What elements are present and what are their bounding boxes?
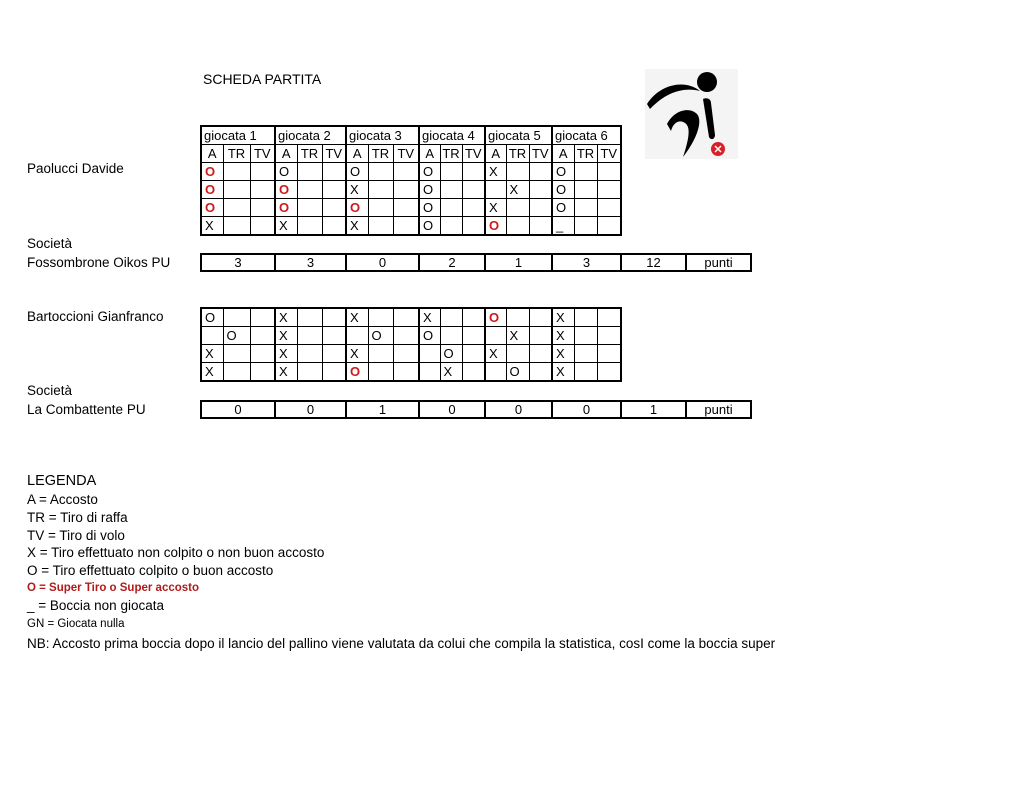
shot-row: [201, 363, 621, 382]
sub-column-header: TR: [223, 145, 250, 163]
shot-cell: [597, 327, 621, 345]
score-cell: 1: [346, 401, 419, 418]
column-group-header: giocata 2: [275, 126, 346, 145]
shot-mark: X: [350, 182, 359, 197]
shot-cell: [250, 163, 275, 181]
shot-cell: [201, 327, 223, 345]
super-mark: O: [205, 182, 216, 197]
shot-cell: [346, 181, 368, 199]
column-group-header: giocata 6: [552, 126, 621, 145]
shot-cell: [368, 345, 393, 363]
score-bar: [200, 400, 752, 419]
sub-column-header: TR: [368, 145, 393, 163]
shot-cell: [223, 163, 250, 181]
shot-cell: [368, 327, 393, 345]
shot-cell: [597, 363, 621, 382]
shot-cell: [574, 345, 597, 363]
shot-cell: [201, 345, 223, 363]
shot-cell: [440, 363, 462, 382]
shot-cell: [223, 363, 250, 382]
score-cell: 0: [346, 254, 419, 271]
sub-column-header: TV: [529, 145, 552, 163]
shot-mark: O: [443, 346, 454, 361]
column-group-header: giocata 3: [346, 126, 419, 145]
shot-cell: [393, 199, 419, 217]
shot-cell: [574, 217, 597, 236]
super-mark: O: [205, 164, 216, 179]
legend-note: NB: Accosto prima boccia dopo il lancio del pallino viene valutata da colui che compila la statistica, cosI come la boccia super: [27, 636, 776, 651]
column-group-header: giocata 1: [201, 126, 275, 145]
shot-mark: O: [279, 164, 290, 179]
shot-cell: [552, 345, 574, 363]
shot-mark: X: [509, 328, 519, 343]
score-cell: 0: [552, 401, 621, 418]
legend-heading: LEGENDA: [27, 473, 97, 489]
shot-cell: [393, 363, 419, 382]
shot-cell: [346, 199, 368, 217]
shot-cell: [419, 308, 440, 327]
shot-cell: [485, 327, 506, 345]
shot-cell: [440, 217, 462, 236]
shot-cell: [440, 345, 462, 363]
shot-cell: [250, 217, 275, 236]
legend-item: GN = Giocata nulla: [27, 618, 125, 630]
shot-cell: [275, 163, 297, 181]
shot-cell: [223, 327, 250, 345]
sub-column-header: TV: [322, 145, 346, 163]
shot-cell: [529, 163, 552, 181]
shot-cell: [597, 345, 621, 363]
super-mark: O: [279, 200, 290, 215]
shot-cell: [393, 308, 419, 327]
page-title: SCHEDA PARTITA: [203, 71, 322, 87]
shot-cell: [440, 163, 462, 181]
legend-item: _ = Boccia non giocata: [27, 598, 164, 613]
shot-cell: [574, 363, 597, 382]
shot-mark: O: [423, 182, 434, 197]
shot-cell: [322, 308, 346, 327]
shot-cell: [485, 345, 506, 363]
shot-cell: [275, 199, 297, 217]
shot-cell: [297, 345, 322, 363]
sub-column-header: TV: [393, 145, 419, 163]
shot-cell: [393, 181, 419, 199]
shots-table: [200, 125, 622, 236]
shot-cell: [368, 181, 393, 199]
shot-cell: [393, 327, 419, 345]
shot-cell: [346, 327, 368, 345]
sub-column-header: TV: [250, 145, 275, 163]
shot-cell: [529, 363, 552, 382]
shot-cell: [223, 181, 250, 199]
shot-cell: [485, 181, 506, 199]
shot-cell: [275, 363, 297, 382]
shot-cell: [419, 345, 440, 363]
shot-cell: [368, 217, 393, 236]
sub-column-header: A: [275, 145, 297, 163]
shot-mark: O: [556, 182, 567, 197]
super-mark: O: [205, 200, 216, 215]
sub-column-header: TR: [297, 145, 322, 163]
total-score: 1: [621, 401, 686, 418]
shot-cell: [597, 163, 621, 181]
shot-cell: [440, 199, 462, 217]
sub-column-header: TR: [574, 145, 597, 163]
shot-mark: X: [279, 346, 288, 361]
shot-cell: [393, 345, 419, 363]
shot-row: [201, 327, 621, 345]
shot-cell: [393, 163, 419, 181]
shot-mark: X: [489, 346, 498, 361]
shot-mark: X: [205, 218, 214, 233]
shot-mark: X: [279, 364, 288, 379]
shot-mark: X: [556, 364, 565, 379]
legend-item: TV = Tiro di volo: [27, 528, 125, 543]
shot-cell: [529, 345, 552, 363]
legend-item-super: O = Super Tiro o Super accosto: [27, 582, 200, 594]
shot-row: [201, 345, 621, 363]
shot-mark: _: [556, 218, 564, 233]
shot-cell: [529, 327, 552, 345]
shots-table: [200, 307, 622, 382]
shot-cell: [485, 308, 506, 327]
shot-mark: X: [279, 310, 288, 325]
shot-cell: [297, 363, 322, 382]
shot-cell: [250, 363, 275, 382]
shot-mark: O: [423, 328, 434, 343]
shot-cell: [529, 308, 552, 327]
shot-cell: [275, 308, 297, 327]
shot-mark: O: [556, 200, 567, 215]
shot-cell: [419, 163, 440, 181]
score-cell: 0: [485, 401, 552, 418]
legend-item: X = Tiro effettuato non colpito o non buon accosto: [27, 545, 325, 560]
total-label: punti: [686, 401, 751, 418]
shot-cell: [322, 217, 346, 236]
total-label: punti: [686, 254, 751, 271]
shot-cell: [462, 327, 485, 345]
shot-cell: [346, 163, 368, 181]
shot-cell: [440, 327, 462, 345]
shot-cell: [574, 181, 597, 199]
shot-cell: [346, 308, 368, 327]
shot-cell: [322, 363, 346, 382]
shot-row: [201, 308, 621, 327]
shot-cell: [529, 217, 552, 236]
shot-cell: [223, 217, 250, 236]
shot-row: [201, 181, 621, 199]
score-bar: [200, 253, 752, 272]
shot-mark: X: [443, 364, 453, 379]
score-cell: 2: [419, 254, 485, 271]
shot-mark: X: [279, 218, 288, 233]
shot-cell: [297, 163, 322, 181]
shot-cell: [506, 199, 529, 217]
shot-cell: [485, 199, 506, 217]
shot-cell: [462, 308, 485, 327]
shot-cell: [250, 345, 275, 363]
shot-cell: [201, 363, 223, 382]
super-mark: O: [279, 182, 290, 197]
shot-cell: [552, 181, 574, 199]
shot-cell: [506, 163, 529, 181]
shot-cell: [552, 199, 574, 217]
score-cell: 0: [275, 401, 346, 418]
bocce-player-logo-icon: [645, 69, 738, 159]
shot-cell: [597, 217, 621, 236]
score-cell: 3: [275, 254, 346, 271]
shot-cell: [552, 327, 574, 345]
shot-cell: [275, 327, 297, 345]
shot-mark: O: [423, 164, 434, 179]
sub-column-header: TV: [462, 145, 485, 163]
shot-cell: [552, 217, 574, 236]
shot-mark: X: [509, 182, 519, 197]
shot-mark: O: [350, 164, 361, 179]
shot-cell: [250, 181, 275, 199]
shot-cell: [485, 217, 506, 236]
shot-cell: [368, 363, 393, 382]
shot-cell: [462, 199, 485, 217]
societa-label: Società: [27, 383, 73, 398]
shot-cell: [322, 345, 346, 363]
total-score: 12: [621, 254, 686, 271]
shot-mark: X: [279, 328, 288, 343]
sub-column-header: A: [485, 145, 506, 163]
shot-cell: [419, 217, 440, 236]
shot-mark: O: [556, 164, 567, 179]
shot-cell: [552, 363, 574, 382]
shot-cell: [574, 199, 597, 217]
shot-mark: O: [509, 364, 520, 379]
sub-column-header: A: [552, 145, 574, 163]
shot-cell: [223, 308, 250, 327]
shot-row: [201, 199, 621, 217]
team-name: Fossombrone Oikos PU: [27, 255, 171, 270]
shot-cell: [419, 327, 440, 345]
societa-label: Società: [27, 236, 73, 251]
shot-cell: [201, 308, 223, 327]
shot-cell: [393, 217, 419, 236]
shot-cell: [597, 308, 621, 327]
shot-mark: X: [489, 200, 498, 215]
sub-column-header: TV: [597, 145, 621, 163]
shot-mark: X: [423, 310, 432, 325]
shot-cell: [597, 181, 621, 199]
score-cell: 3: [552, 254, 621, 271]
shot-cell: [322, 199, 346, 217]
shot-cell: [250, 327, 275, 345]
shot-cell: [462, 217, 485, 236]
shot-mark: O: [205, 310, 216, 325]
shot-cell: [368, 199, 393, 217]
shot-cell: [506, 217, 529, 236]
shot-cell: [462, 363, 485, 382]
shot-cell: [529, 181, 552, 199]
shot-cell: [223, 345, 250, 363]
score-cell: 1: [485, 254, 552, 271]
shot-cell: [250, 308, 275, 327]
shot-cell: [462, 163, 485, 181]
shot-cell: [346, 363, 368, 382]
column-group-header: giocata 4: [419, 126, 485, 145]
sub-column-header: TR: [506, 145, 529, 163]
player-name: Bartoccioni Gianfranco: [27, 309, 164, 324]
shot-cell: [322, 163, 346, 181]
shot-cell: [574, 308, 597, 327]
shot-cell: [529, 199, 552, 217]
shot-cell: [201, 217, 223, 236]
shot-cell: [506, 363, 529, 382]
shot-mark: O: [423, 218, 434, 233]
shot-cell: [506, 308, 529, 327]
column-group-header: giocata 5: [485, 126, 552, 145]
sub-column-header: A: [346, 145, 368, 163]
sub-column-header: A: [419, 145, 440, 163]
score-cell: 0: [201, 401, 275, 418]
shot-mark: X: [350, 218, 359, 233]
shot-cell: [368, 163, 393, 181]
shot-cell: [485, 163, 506, 181]
sub-column-header: TR: [440, 145, 462, 163]
shot-cell: [552, 308, 574, 327]
shot-cell: [250, 199, 275, 217]
shot-mark: X: [350, 310, 359, 325]
shot-cell: [419, 199, 440, 217]
shot-cell: [368, 308, 393, 327]
shot-row: [201, 163, 621, 181]
shot-cell: [506, 345, 529, 363]
legend-item: TR = Tiro di raffa: [27, 510, 128, 525]
shot-cell: [201, 163, 223, 181]
shot-cell: [275, 217, 297, 236]
shot-cell: [275, 345, 297, 363]
shot-mark: X: [205, 364, 214, 379]
shot-cell: [574, 327, 597, 345]
shot-cell: [506, 327, 529, 345]
super-mark: O: [489, 310, 500, 325]
shot-cell: [322, 327, 346, 345]
shot-cell: [297, 199, 322, 217]
shot-cell: [462, 181, 485, 199]
legend-item: A = Accosto: [27, 492, 98, 507]
shot-cell: [346, 345, 368, 363]
score-cell: 0: [419, 401, 485, 418]
shot-cell: [485, 363, 506, 382]
sub-column-header: A: [201, 145, 223, 163]
shot-cell: [574, 163, 597, 181]
shot-cell: [462, 345, 485, 363]
shot-mark: X: [556, 310, 565, 325]
super-mark: O: [350, 200, 361, 215]
shot-mark: O: [371, 328, 382, 343]
shot-cell: [297, 327, 322, 345]
shot-mark: X: [350, 346, 359, 361]
shot-cell: [440, 181, 462, 199]
shot-cell: [346, 217, 368, 236]
shot-cell: [597, 199, 621, 217]
shot-cell: [223, 199, 250, 217]
shot-cell: [506, 181, 529, 199]
shot-mark: X: [489, 164, 498, 179]
shot-mark: O: [423, 200, 434, 215]
shot-mark: X: [556, 346, 565, 361]
shot-cell: [297, 181, 322, 199]
shot-cell: [201, 199, 223, 217]
shot-cell: [440, 308, 462, 327]
legend-item: O = Tiro effettuato colpito o buon accosto: [27, 563, 274, 578]
shot-cell: [552, 163, 574, 181]
shot-cell: [322, 181, 346, 199]
shot-cell: [419, 181, 440, 199]
player-name: Paolucci Davide: [27, 161, 124, 176]
shot-mark: O: [226, 328, 237, 343]
super-mark: O: [489, 218, 500, 233]
score-cell: 3: [201, 254, 275, 271]
shot-cell: [275, 181, 297, 199]
shot-mark: X: [205, 346, 214, 361]
shot-mark: X: [556, 328, 565, 343]
shot-cell: [297, 217, 322, 236]
shot-row: [201, 217, 621, 236]
shot-cell: [201, 181, 223, 199]
shot-cell: [419, 363, 440, 382]
shot-cell: [297, 308, 322, 327]
super-mark: O: [350, 364, 361, 379]
team-name: La Combattente PU: [27, 402, 146, 417]
